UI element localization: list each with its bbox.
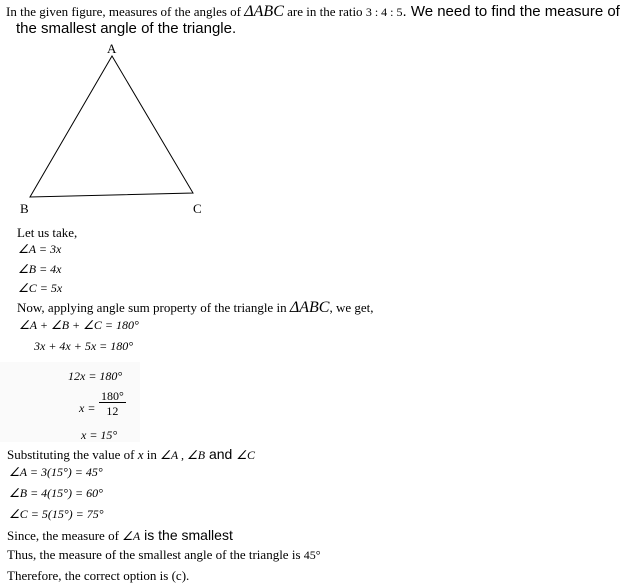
thus-line	[7, 548, 321, 561]
equation-angle-b: ∠B = 4x	[18, 262, 62, 276]
explanation-text: Substituting the value of	[7, 447, 138, 462]
equation-angle-sum: ∠A + ∠B + ∠C = 180°	[19, 318, 139, 332]
explanation-text: is the smallest	[140, 527, 233, 543]
vertex-label-a: A	[107, 41, 117, 56]
equation-angle-c: ∠C = 5x	[18, 281, 63, 295]
question-text: . We need to find the measure of	[402, 3, 620, 20]
question-line-2: the smallest angle of the triangle.	[16, 20, 237, 37]
equation-angle-a: ∠A = 3x	[18, 242, 62, 256]
fraction-denominator: 12	[106, 404, 119, 418]
smallest-angle-label: ∠A	[122, 529, 141, 543]
since-line	[7, 528, 233, 542]
substitution-line	[7, 447, 255, 461]
question-text: are in the ratio	[283, 4, 366, 19]
conclusion-line: Therefore, the correct option is (c).	[7, 568, 190, 583]
fraction-numerator: 180°	[101, 389, 124, 403]
equation-x-label: x =	[79, 401, 96, 415]
explanation-text: and	[205, 446, 237, 462]
vertex-label-b: B	[20, 201, 29, 216]
explanation-text: Thus, the measure of the smallest angle of the triangle is	[7, 547, 304, 562]
explanation-text: Since, the measure of	[7, 528, 123, 543]
variable-x: x	[137, 447, 144, 462]
angle-c-label: ∠C	[236, 448, 255, 462]
ratio-value: 3 : 4 : 5	[365, 5, 403, 19]
smallest-angle-value: 45°	[303, 548, 321, 562]
let-us-take: Let us take,	[17, 225, 78, 240]
result-angle-c: ∠C = 5(15°) = 75°	[9, 507, 104, 521]
equation-x-value: x = 15°	[81, 428, 118, 442]
explanation-text: in	[143, 447, 161, 462]
triangle-label: ΔABC	[244, 3, 284, 20]
triangle-abc	[30, 56, 193, 197]
triangle-label: ΔABC	[289, 299, 330, 316]
angle-sum-line	[17, 300, 373, 316]
explanation-text: , we get,	[329, 300, 374, 315]
fraction	[99, 390, 126, 417]
equation-12x: 12x = 180°	[68, 369, 123, 383]
question-text: In the given figure, measures of the angles of	[6, 4, 245, 19]
result-angle-b: ∠B = 4(15°) = 60°	[9, 486, 103, 500]
equation-sum-x: 3x + 4x + 5x = 180°	[34, 339, 134, 353]
angle-list: ∠A , ∠B	[160, 448, 206, 462]
explanation-text: Now, applying angle sum property of the triangle in	[17, 300, 290, 315]
vertex-label-c: C	[193, 201, 202, 216]
result-angle-a: ∠A = 3(15°) = 45°	[9, 465, 103, 479]
